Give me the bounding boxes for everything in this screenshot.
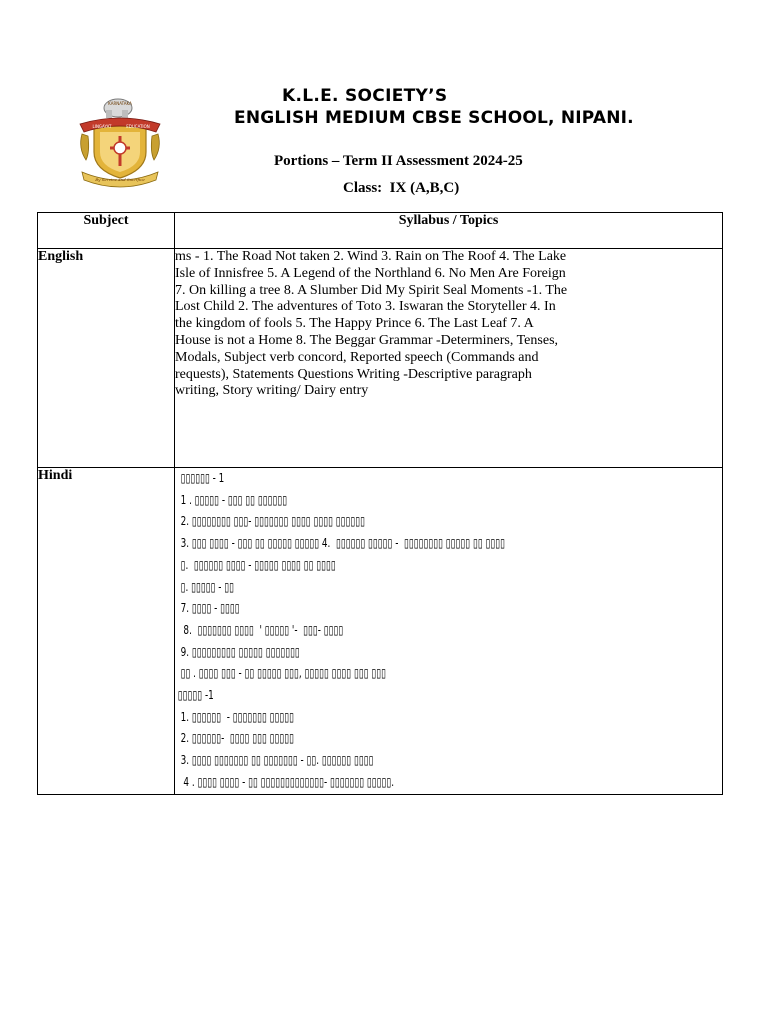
subject-hindi: Hindi: [38, 468, 175, 795]
english-topic-line: Lost Child 2. The adventures of Toto 3. Iswaran the Storyteller 4. In: [175, 299, 556, 315]
society-title: K.L.E. SOCIETY’S: [282, 86, 448, 106]
table-row: [38, 468, 723, 795]
english-topic-line: 7. On killing a tree 8. A Slumber Did My Spirit Seal Moments -1. The: [175, 282, 568, 298]
hindi-topic-line: ▯▯▯▯▯ -1: [175, 688, 214, 703]
syllabus-table: [37, 212, 723, 795]
hindi-topic-line: ▯▯▯▯▯▯ - 1: [175, 471, 225, 485]
english-topic-line: writing, Story writing/ Dairy entry: [175, 383, 369, 399]
subject-column-header: Subject: [38, 213, 175, 249]
english-topic-line: requests), Statements Questions Writing -Descriptive paragraph: [175, 366, 532, 382]
logo-motto: By Service and Sacrifice: [95, 177, 145, 182]
school-title: ENGLISH MEDIUM CBSE SCHOOL, NIPANI.: [234, 108, 634, 128]
hindi-topic-line: 8. ▯▯▯▯▯▯▯ ▯▯▯▯ ' ▯▯▯▯▯ '- ▯▯▯- ▯▯▯▯: [175, 622, 344, 637]
hindi-topic-line: 3. ▯▯▯▯ ▯▯▯▯▯▯▯ ▯▯ ▯▯▯▯▯▯▯ - ▯▯. ▯▯▯▯▯▯ ▯▯▯▯: [175, 753, 374, 768]
hindi-topic-line: ▯. ▯▯▯▯▯ - ▯▯: [175, 579, 235, 594]
english-topic-line: Isle of Innisfree 5. A Legend of the Northland 6. No Men Are Foreign: [175, 265, 566, 281]
hindi-topic-line: 9. ▯▯▯▯▯▯▯▯▯ ▯▯▯▯▯ ▯▯▯▯▯▯▯: [175, 644, 300, 659]
hindi-topic-line: 2. ▯▯▯▯▯▯- ▯▯▯▯ ▯▯▯ ▯▯▯▯▯: [175, 731, 295, 746]
subject-english: English: [38, 249, 175, 468]
logo-banner-top: KARNATAKA: [108, 101, 132, 106]
english-topic-line: Modals, Subject verb concord, Reported speech (Commands and: [175, 349, 539, 365]
english-topic-line: the kingdom of fools 5. The Happy Prince 6. The Last Leaf 7. A: [175, 316, 534, 332]
logo-banner-left: LINGAYAT: [92, 124, 112, 129]
english-topic-line: House is not a Home 8. The Beggar Grammar -Determiners, Tenses,: [175, 332, 559, 348]
hindi-topic-line: ▯▯ . ▯▯▯▯ ▯▯▯ - ▯▯ ▯▯▯▯▯ ▯▯▯, ▯▯▯▯▯ ▯▯▯▯ ▯▯▯ ▯▯▯: [175, 666, 387, 681]
hindi-topic-line: 1 . ▯▯▯▯▯ - ▯▯▯ ▯▯ ▯▯▯▯▯▯: [175, 492, 288, 507]
hindi-topic-line: 3. ▯▯▯ ▯▯▯▯ - ▯▯▯ ▯▯ ▯▯▯▯▯ ▯▯▯▯▯ 4. ▯▯▯▯▯▯ ▯▯▯▯▯ - ▯▯▯▯▯▯▯▯ ▯▯▯▯▯ ▯▯ ▯▯▯▯: [175, 536, 506, 551]
hindi-topic-line: 7. ▯▯▯▯ - ▯▯▯▯: [175, 601, 240, 616]
hindi-topic-line: 2. ▯▯▯▯▯▯▯▯ ▯▯▯- ▯▯▯▯▯▯▯ ▯▯▯▯ ▯▯▯▯ ▯▯▯▯▯▯: [175, 514, 366, 529]
hindi-topic-line: 4 . ▯▯▯▯ ▯▯▯▯ - ▯▯ ▯▯▯▯▯▯▯▯▯▯▯▯▯- ▯▯▯▯▯▯▯ ▯▯▯▯▯.: [175, 774, 395, 789]
hindi-topics: [175, 468, 723, 795]
syllabus-column-header: Syllabus / Topics: [175, 213, 723, 249]
school-crest-icon: [76, 96, 164, 188]
class-label: Class: IX (A,B,C): [343, 180, 460, 196]
table-row: [38, 249, 723, 468]
logo-banner-right: EDUCATION: [126, 124, 150, 129]
hindi-topic-line: ▯. ▯▯▯▯▯▯ ▯▯▯▯ - ▯▯▯▯▯ ▯▯▯▯ ▯▯ ▯▯▯▯: [175, 557, 336, 572]
table-header-row: [38, 213, 723, 249]
portions-title: Portions – Term II Assessment 2024-25: [274, 153, 523, 169]
english-topics: [175, 249, 723, 468]
hindi-topic-line: 1. ▯▯▯▯▯▯ - ▯▯▯▯▯▯▯ ▯▯▯▯▯: [175, 709, 295, 724]
english-topic-line: ms - 1. The Road Not taken 2. Wind 3. Rain on The Roof 4. The Lake: [175, 249, 567, 264]
